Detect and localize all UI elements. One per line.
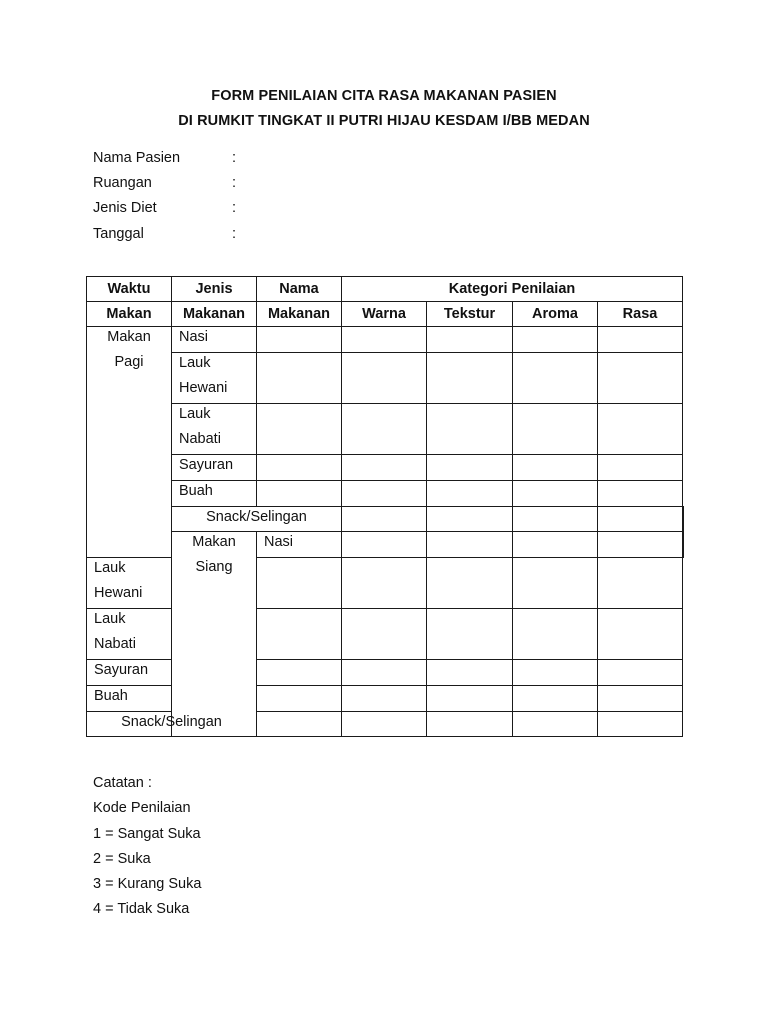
tekstur-cell[interactable]	[427, 609, 513, 660]
header-jenis-line2: Makanan	[172, 302, 257, 327]
nama-cell[interactable]	[257, 609, 342, 660]
notes-code-3: 3 = Kurang Suka	[93, 876, 202, 892]
waktu-line: Makan	[192, 534, 236, 550]
aroma-cell[interactable]	[598, 532, 683, 558]
jenis-line: Buah	[94, 688, 128, 704]
table-row	[87, 404, 684, 455]
jenis-cell	[172, 455, 257, 481]
aroma-cell[interactable]	[513, 558, 598, 609]
header-tekstur: Tekstur	[427, 302, 513, 327]
notes-kode-title: Kode Penilaian	[93, 800, 191, 816]
info-colon: :	[232, 175, 237, 191]
notes-code-4: 4 = Tidak Suka	[93, 901, 190, 917]
waktu-makan-siang	[172, 532, 257, 737]
header-waktu-line2: Makan	[87, 302, 172, 327]
rasa-cell[interactable]	[598, 712, 683, 737]
table-row	[87, 353, 684, 404]
snack-row	[87, 712, 684, 737]
warna-cell[interactable]	[427, 507, 513, 532]
jenis-line: Nasi	[264, 534, 294, 550]
nama-cell[interactable]	[342, 507, 427, 532]
header-warna: Warna	[342, 302, 427, 327]
header-kategori-penilaian: Kategori Penilaian	[342, 277, 683, 302]
notes-code-1: 1 = Sangat Suka	[93, 826, 201, 842]
info-colon: :	[232, 200, 237, 216]
table-row	[87, 532, 684, 558]
warna-cell[interactable]	[342, 609, 427, 660]
jenis-line: Sayuran	[179, 457, 234, 473]
info-colon: :	[232, 150, 237, 166]
tekstur-cell[interactable]	[427, 353, 513, 404]
rasa-cell[interactable]	[598, 686, 683, 712]
snack-label: Snack/Selingan	[87, 712, 257, 737]
warna-cell[interactable]	[342, 481, 427, 507]
waktu-makan-pagi	[87, 327, 172, 558]
jenis-cell	[172, 404, 257, 455]
jenis-cell	[87, 609, 172, 660]
nama-cell[interactable]	[257, 481, 342, 507]
rasa-cell[interactable]	[598, 455, 683, 481]
notes-catatan: Catatan :	[93, 775, 152, 791]
jenis-line: Sayuran	[94, 662, 149, 678]
jenis-line: Lauk	[179, 355, 211, 371]
warna-cell[interactable]	[342, 686, 427, 712]
warna-cell[interactable]	[342, 455, 427, 481]
jenis-cell	[172, 481, 257, 507]
warna-cell[interactable]	[342, 712, 427, 737]
rasa-cell[interactable]	[598, 609, 683, 660]
info-colon: :	[232, 226, 237, 242]
warna-cell[interactable]	[427, 532, 513, 558]
jenis-cell	[172, 353, 257, 404]
header-nama-line2: Makanan	[257, 302, 342, 327]
jenis-line: Nasi	[179, 329, 209, 345]
warna-cell[interactable]	[342, 353, 427, 404]
aroma-cell[interactable]	[598, 507, 683, 532]
jenis-line: Nabati	[179, 431, 221, 447]
rasa-cell[interactable]	[598, 558, 683, 609]
tekstur-cell[interactable]	[427, 455, 513, 481]
snack-label: Snack/Selingan	[172, 507, 342, 532]
tekstur-cell[interactable]	[427, 660, 513, 686]
aroma-cell[interactable]	[513, 404, 598, 455]
table-row	[87, 481, 684, 507]
aroma-cell[interactable]	[513, 481, 598, 507]
rasa-cell[interactable]	[598, 660, 683, 686]
tekstur-cell[interactable]	[513, 532, 598, 558]
jenis-line: Nabati	[94, 636, 136, 652]
header-waktu-line1: Waktu	[87, 277, 172, 302]
tekstur-cell[interactable]	[513, 507, 598, 532]
jenis-line: Lauk	[94, 560, 126, 576]
jenis-line: Lauk	[94, 611, 126, 627]
rasa-cell[interactable]	[598, 353, 683, 404]
jenis-cell	[87, 558, 172, 609]
nama-cell[interactable]	[257, 558, 342, 609]
nama-cell[interactable]	[257, 660, 342, 686]
form-title-line-1: FORM PENILAIAN CITA RASA MAKANAN PASIEN	[211, 88, 557, 104]
tekstur-cell[interactable]	[427, 558, 513, 609]
jenis-line: Hewani	[94, 585, 143, 601]
info-label: Jenis Diet	[93, 200, 157, 216]
header-aroma: Aroma	[513, 302, 598, 327]
jenis-cell	[257, 532, 342, 558]
tekstur-cell[interactable]	[427, 712, 513, 737]
rating-table	[86, 276, 684, 737]
waktu-line: Siang	[195, 559, 233, 575]
jenis-line: Lauk	[179, 406, 211, 422]
info-label: Ruangan	[93, 175, 152, 191]
tekstur-cell[interactable]	[427, 481, 513, 507]
warna-cell[interactable]	[342, 660, 427, 686]
jenis-cell	[87, 660, 172, 686]
header-rasa: Rasa	[598, 302, 683, 327]
tekstur-cell[interactable]	[427, 686, 513, 712]
info-label: Tanggal	[93, 226, 144, 242]
table-row	[87, 327, 684, 353]
nama-cell[interactable]	[257, 353, 342, 404]
header-nama-line1: Nama	[257, 277, 342, 302]
tekstur-cell[interactable]	[427, 327, 513, 353]
rasa-cell[interactable]	[598, 404, 683, 455]
rasa-cell[interactable]	[683, 532, 684, 558]
tekstur-cell[interactable]	[427, 404, 513, 455]
nama-cell[interactable]	[342, 532, 427, 558]
nama-cell[interactable]	[257, 686, 342, 712]
rasa-cell[interactable]	[683, 507, 684, 532]
jenis-cell	[172, 327, 257, 353]
info-label: Nama Pasien	[93, 150, 181, 166]
jenis-cell	[87, 686, 172, 712]
table-row	[87, 455, 684, 481]
aroma-cell[interactable]	[513, 455, 598, 481]
aroma-cell[interactable]	[513, 327, 598, 353]
jenis-line: Buah	[179, 483, 213, 499]
aroma-cell[interactable]	[513, 353, 598, 404]
jenis-line: Hewani	[179, 380, 228, 396]
warna-cell[interactable]	[342, 558, 427, 609]
nama-cell[interactable]	[257, 404, 342, 455]
aroma-cell[interactable]	[513, 609, 598, 660]
aroma-cell[interactable]	[513, 686, 598, 712]
notes-code-2: 2 = Suka	[93, 851, 151, 867]
rasa-cell[interactable]	[598, 481, 683, 507]
warna-cell[interactable]	[342, 327, 427, 353]
nama-cell[interactable]	[257, 455, 342, 481]
rasa-cell[interactable]	[598, 327, 683, 353]
nama-cell[interactable]	[257, 327, 342, 353]
aroma-cell[interactable]	[513, 712, 598, 737]
form-title-line-2: DI RUMKIT TINGKAT II PUTRI HIJAU KESDAM I/BB MEDAN	[178, 113, 590, 129]
waktu-line: Pagi	[114, 354, 144, 370]
header-jenis-line1: Jenis	[172, 277, 257, 302]
nama-cell[interactable]	[257, 712, 342, 737]
snack-row	[87, 507, 684, 532]
waktu-line: Makan	[107, 329, 151, 345]
aroma-cell[interactable]	[513, 660, 598, 686]
warna-cell[interactable]	[342, 404, 427, 455]
